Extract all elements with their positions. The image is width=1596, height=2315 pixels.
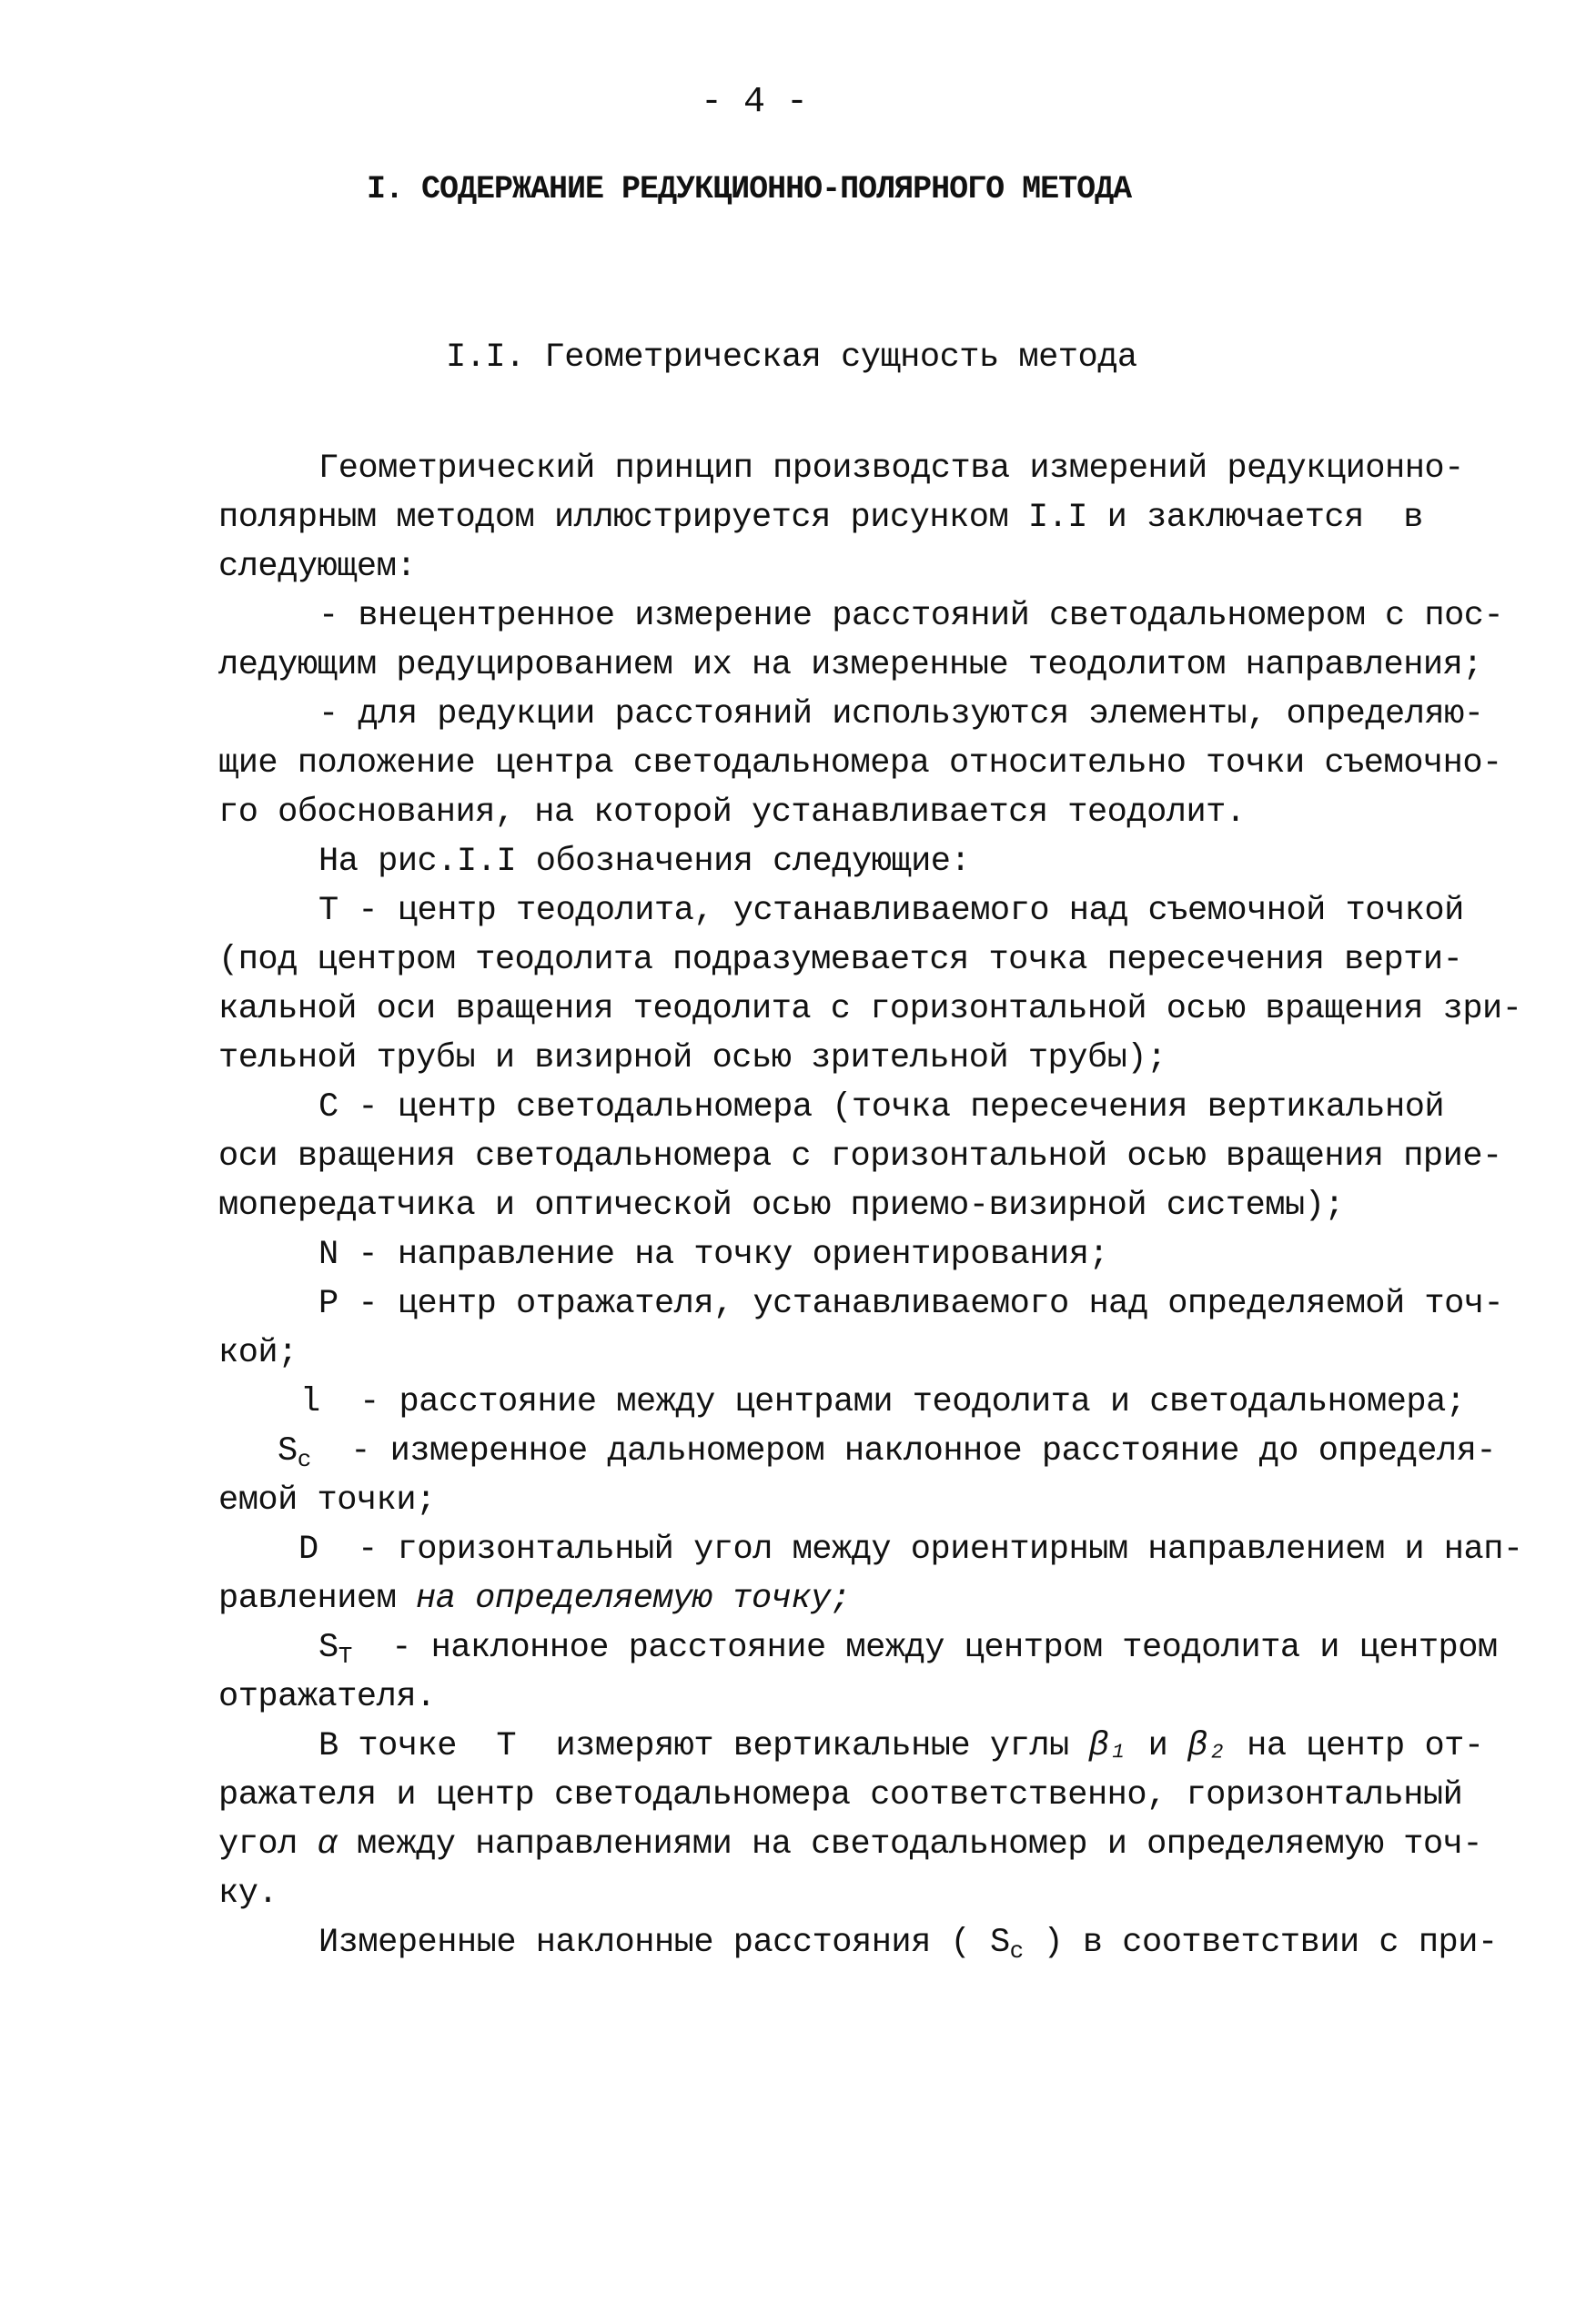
line-text: угол	[218, 1825, 318, 1864]
paragraph-line: кальной оси вращения теодолита с горизонтальной осью вращения зри-	[218, 990, 1522, 1028]
paragraph-line	[318, 1920, 1498, 1974]
beta2-symbol: β₂	[1187, 1727, 1227, 1765]
paragraph-line: Геометрический принцип производства измерений редукционно-	[318, 450, 1464, 488]
paragraph-line: - внецентренное измерение расстояний светодальномером с пос-	[318, 597, 1504, 635]
paragraph-line: N - направление на точку ориентирования;	[318, 1236, 1109, 1274]
paragraph-line: D - горизонтальный угол между ориентирным направлением и нап-	[298, 1531, 1523, 1569]
paragraph-line: го обоснования, на которой устанавливается теодолит.	[218, 794, 1246, 832]
line-text-italic: на определяемую точку;	[416, 1580, 851, 1618]
symbol-subscript: c	[297, 1446, 311, 1473]
line-text: ) в соответствии с при-	[1023, 1924, 1498, 1962]
symbol-subscript: T	[338, 1643, 352, 1670]
paragraph-line: емой точки;	[218, 1481, 436, 1520]
line-text: и	[1127, 1727, 1187, 1765]
paragraph-line: кой;	[218, 1334, 298, 1372]
paragraph-line: оси вращения светодальномера с горизонтальной осью вращения прие-	[218, 1137, 1502, 1176]
paragraph-line: На рис.I.I обозначения следующие:	[318, 843, 971, 881]
paragraph-line: С - центр светодальномера (точка пересечения вертикальной	[318, 1088, 1445, 1127]
section-title: I. СОДЕРЖАНИЕ РЕДУКЦИОННО-ПОЛЯРНОГО МЕТОДА	[367, 171, 1132, 207]
line-text: Измеренные наклонные расстояния (	[318, 1924, 990, 1962]
paragraph-line	[318, 1625, 1498, 1679]
line-text: на центр от-	[1227, 1727, 1484, 1765]
paragraph-line: l - расстояние между центрами теодолита и светодальномера;	[300, 1383, 1466, 1421]
paragraph-line: (под центром теодолита подразумевается точка пересечения верти-	[218, 941, 1463, 979]
paragraph-line: - для редукции расстояний используются элементы, определяю-	[318, 695, 1484, 733]
paragraph-line: Р - центр отражателя, устанавливаемого над определяемой точ-	[318, 1285, 1504, 1323]
beta1-symbol: β₁	[1088, 1727, 1128, 1765]
line-text: равлением	[218, 1580, 417, 1618]
paragraph-line	[218, 1822, 1482, 1867]
symbol-s: S	[278, 1432, 298, 1471]
paragraph-line	[218, 1576, 851, 1622]
subsection-title: I.I. Геометрическая сущность метода	[446, 339, 1137, 377]
paragraph-line: Т - центр теодолита, устанавливаемого над съемочной точкой	[318, 892, 1464, 930]
line-text: В точке Т измеряют вертикальные углы	[318, 1727, 1089, 1765]
symbol-s: S	[318, 1629, 338, 1667]
paragraph-line: отражателя.	[218, 1678, 436, 1716]
paragraph-line: тельной трубы и визирной осью зрительной трубы);	[218, 1039, 1167, 1077]
paragraph-line	[278, 1429, 1496, 1482]
paragraph-line: щие положение центра светодальномера относительно точки съемочно-	[218, 744, 1502, 783]
line-text: - наклонное расстояние между центром теодолита и центром	[351, 1629, 1498, 1667]
paragraph-line: полярным методом иллюстрируется рисунком I.I и заключается в	[218, 499, 1423, 537]
line-text: - измеренное дальномером наклонное расстояние до определя-	[310, 1432, 1497, 1471]
paragraph-line: ражателя и центр светодальномера соответственно, горизонтальный	[218, 1776, 1463, 1815]
page-number: - 4 -	[701, 82, 808, 123]
paragraph-line: ледующим редуцированием их на измеренные теодолитом направления;	[218, 646, 1483, 684]
line-text: между направлениями на светодальномер и определяемую точ-	[337, 1825, 1483, 1864]
paragraph-line	[318, 1724, 1484, 1769]
symbol-s: S	[989, 1924, 1010, 1962]
paragraph-line: ку.	[218, 1875, 278, 1913]
paragraph-line: следующем:	[218, 548, 417, 586]
symbol-subscript: c	[1009, 1937, 1024, 1965]
alpha-symbol: α	[317, 1825, 338, 1864]
paragraph-line: мопередатчика и оптической осью приемо-визирной системы);	[218, 1187, 1345, 1225]
